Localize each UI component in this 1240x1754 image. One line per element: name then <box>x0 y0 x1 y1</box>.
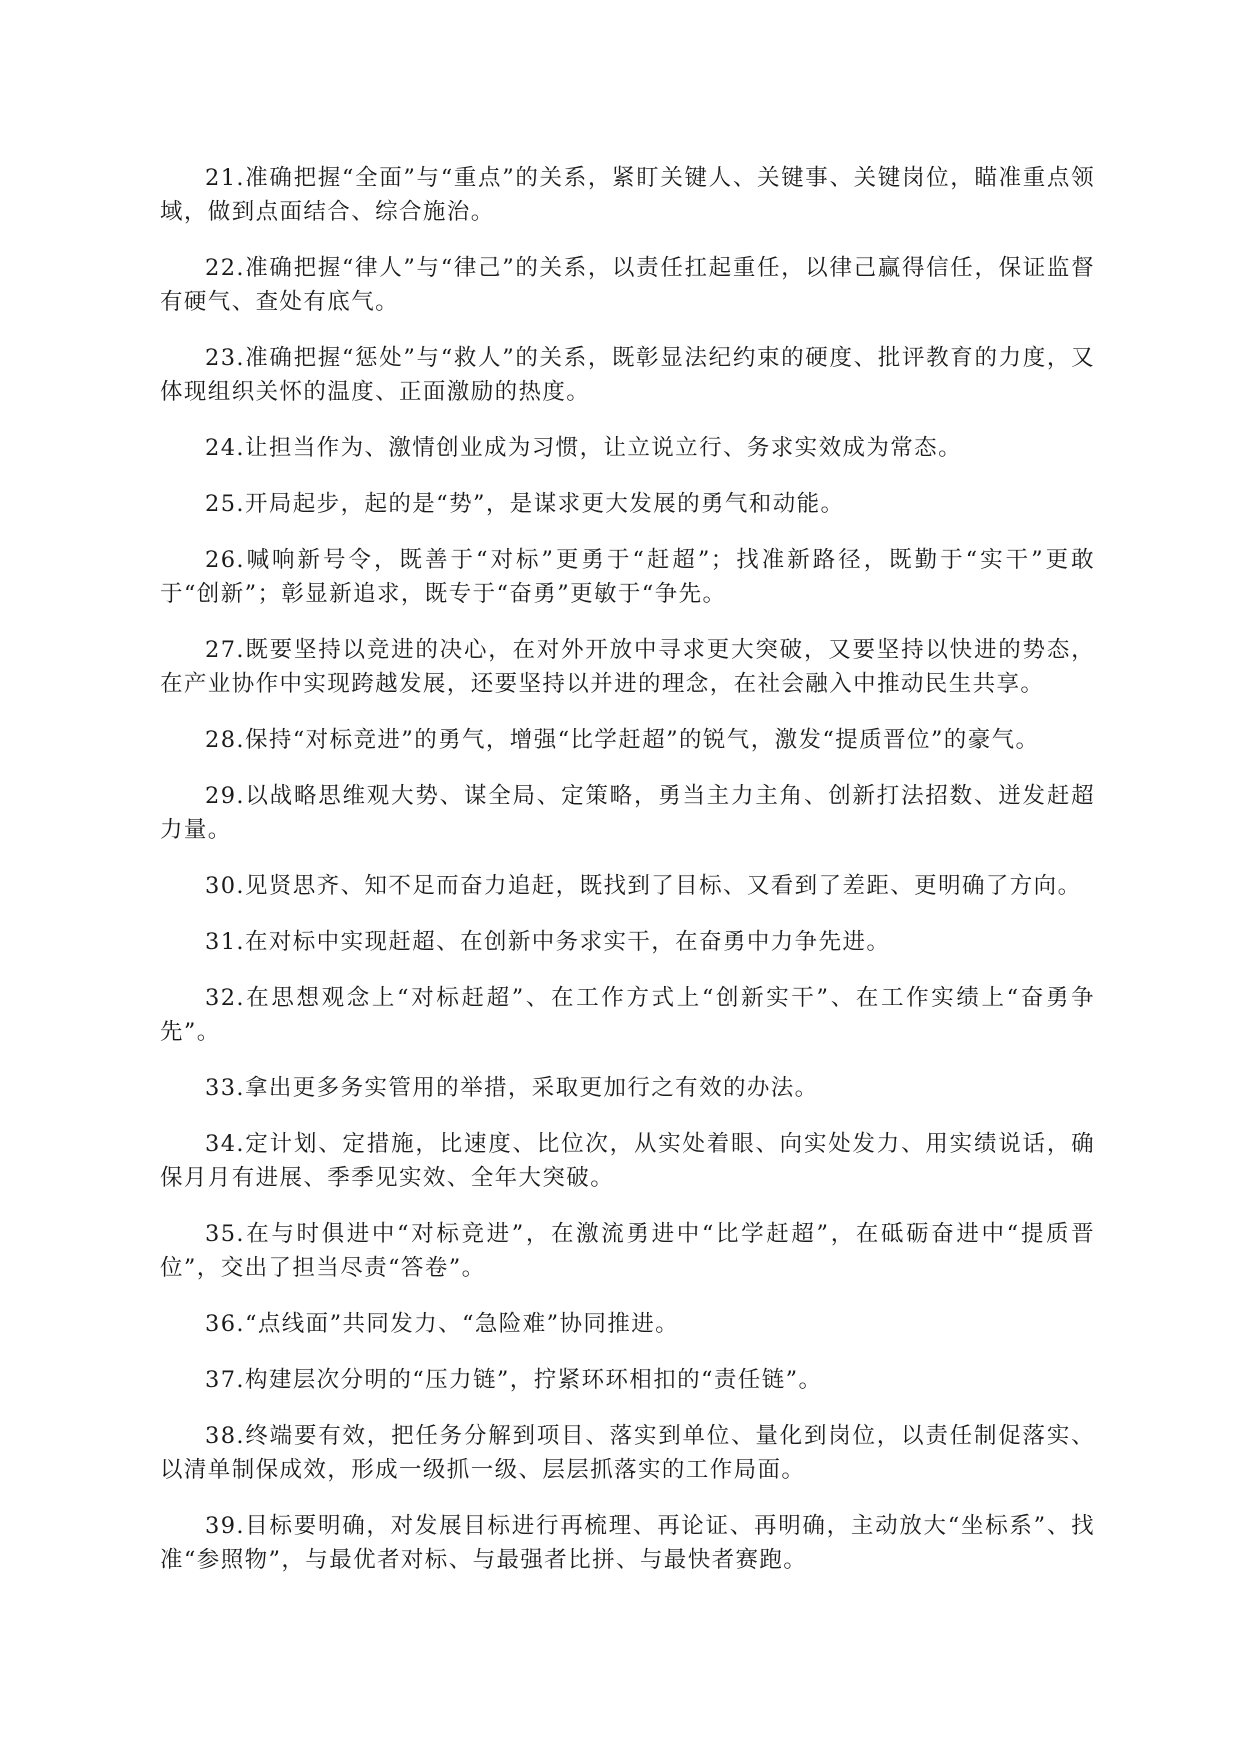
paragraph-21: 21.准确把握“全面”与“重点”的关系，紧盯关键人、关键事、关键岗位，瞄准重点领域，做到点面结合、综合施治。 <box>160 165 1095 225</box>
paragraph-24: 24.让担当作为、激情创业成为习惯，让立说立行、务求实效成为常态。 <box>205 435 962 461</box>
paragraph-35: 35.在与时俱进中“对标竞进”，在激流勇进中“比学赶超”，在砥砺奋进中“提质晋位”，交出了担当尽责“答卷”。 <box>160 1221 1095 1281</box>
paragraph-23: 23.准确把握“惩处”与“救人”的关系，既彰显法纪约束的硬度、批评教育的力度，又体现组织关怀的温度、正面激励的热度。 <box>160 345 1095 405</box>
paragraph-36: 36.“点线面”共同发力、“急险难”协同推进。 <box>205 1311 679 1337</box>
paragraph-33: 33.拿出更多务实管用的举措，采取更加行之有效的办法。 <box>205 1075 819 1101</box>
paragraph-32: 32.在思想观念上“对标赶超”、在工作方式上“创新实干”、在工作实绩上“奋勇争先”。 <box>160 985 1095 1045</box>
paragraph-31: 31.在对标中实现赶超、在创新中务求实干，在奋勇中力争先进。 <box>205 929 891 955</box>
document-body <box>160 161 1095 1599</box>
paragraph-37: 37.构建层次分明的“压力链”，拧紧环环相扣的“责任链”。 <box>205 1367 823 1393</box>
paragraph-22: 22.准确把握“律人”与“律己”的关系，以责任扛起重任，以律己赢得信任，保证监督有硬气、查处有底气。 <box>160 255 1095 315</box>
paragraph-28: 28.保持“对标竞进”的勇气，增强“比学赶超”的锐气，激发“提质晋位”的豪气。 <box>205 727 1040 753</box>
paragraph-25: 25.开局起步，起的是“势”，是谋求更大发展的勇气和动能。 <box>205 491 845 517</box>
paragraph-26: 26.喊响新号令，既善于“对标”更勇于“赶超”；找准新路径，既勤于“实干”更敢于“创新”；彰显新追求，既专于“奋勇”更敏于“争先。 <box>160 547 1095 607</box>
paragraph-34: 34.定计划、定措施，比速度、比位次，从实处着眼、向实处发力、用实绩说话，确保月月有进展、季季见实效、全年大突破。 <box>160 1131 1095 1191</box>
paragraph-30: 30.见贤思齐、知不足而奋力追赶，既找到了目标、又看到了差距、更明确了方向。 <box>205 873 1082 899</box>
paragraph-27: 27.既要坚持以竞进的决心，在对外开放中寻求更大突破，又要坚持以快进的势态，在产业协作中实现跨越发展，还要坚持以并进的理念，在社会融入中推动民生共享。 <box>160 637 1095 697</box>
paragraph-29: 29.以战略思维观大势、谋全局、定策略，勇当主力主角、创新打法招数、迸发赶超力量。 <box>160 783 1095 843</box>
paragraph-39: 39.目标要明确，对发展目标进行再梳理、再论证、再明确，主动放大“坐标系”、找准“参照物”，与最优者对标、与最强者比拼、与最快者赛跑。 <box>160 1513 1095 1573</box>
paragraph-38: 38.终端要有效，把任务分解到项目、落实到单位、量化到岗位，以责任制促落实、以清单制保成效，形成一级抓一级、层层抓落实的工作局面。 <box>160 1423 1095 1483</box>
